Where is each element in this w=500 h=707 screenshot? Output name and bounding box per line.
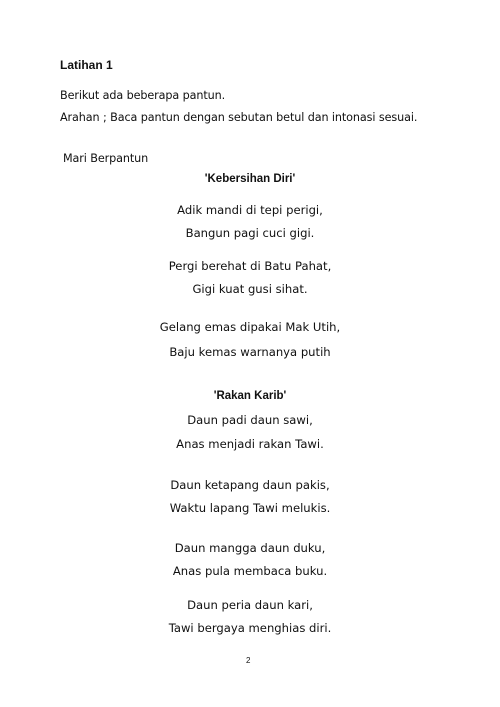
- page-number: 2: [246, 656, 251, 665]
- poem-line: Tawi bergaya menghias diri.: [168, 621, 332, 635]
- poem-title: 'Rakan Karib': [213, 390, 287, 402]
- poem-line: Baju kemas warnanya putih: [169, 345, 331, 359]
- poem-line: Daun mangga daun duku,: [174, 541, 326, 555]
- poem-line: Daun padi daun sawi,: [187, 413, 313, 427]
- poem-line: Anas pula membaca buku.: [172, 564, 328, 578]
- poem-title: 'Kebersihan Diri': [204, 173, 296, 185]
- exercise-heading: Latihan 1: [60, 58, 113, 72]
- intro-text: Berikut ada beberapa pantun.: [60, 89, 226, 102]
- poem-line: Pergi berehat di Batu Pahat,: [168, 259, 332, 273]
- section-label: Mari Berpantun: [63, 152, 149, 165]
- poem-line: Adik mandi di tepi perigi,: [177, 203, 323, 217]
- poem-line: Daun peria daun kari,: [187, 598, 313, 612]
- poem-line: Daun ketapang daun pakis,: [170, 478, 330, 492]
- poem-line: Waktu lapang Tawi melukis.: [169, 501, 331, 515]
- instruction-text: Arahan ; Baca pantun dengan sebutan betul dan intonasi sesuai.: [60, 111, 418, 124]
- poem-line: Anas menjadi rakan Tawi.: [176, 437, 324, 451]
- poem-line: Gigi kuat gusi sihat.: [192, 282, 308, 296]
- poem-line: Gelang emas dipakai Mak Utih,: [159, 320, 341, 334]
- poem-line: Bangun pagi cuci gigi.: [185, 226, 315, 240]
